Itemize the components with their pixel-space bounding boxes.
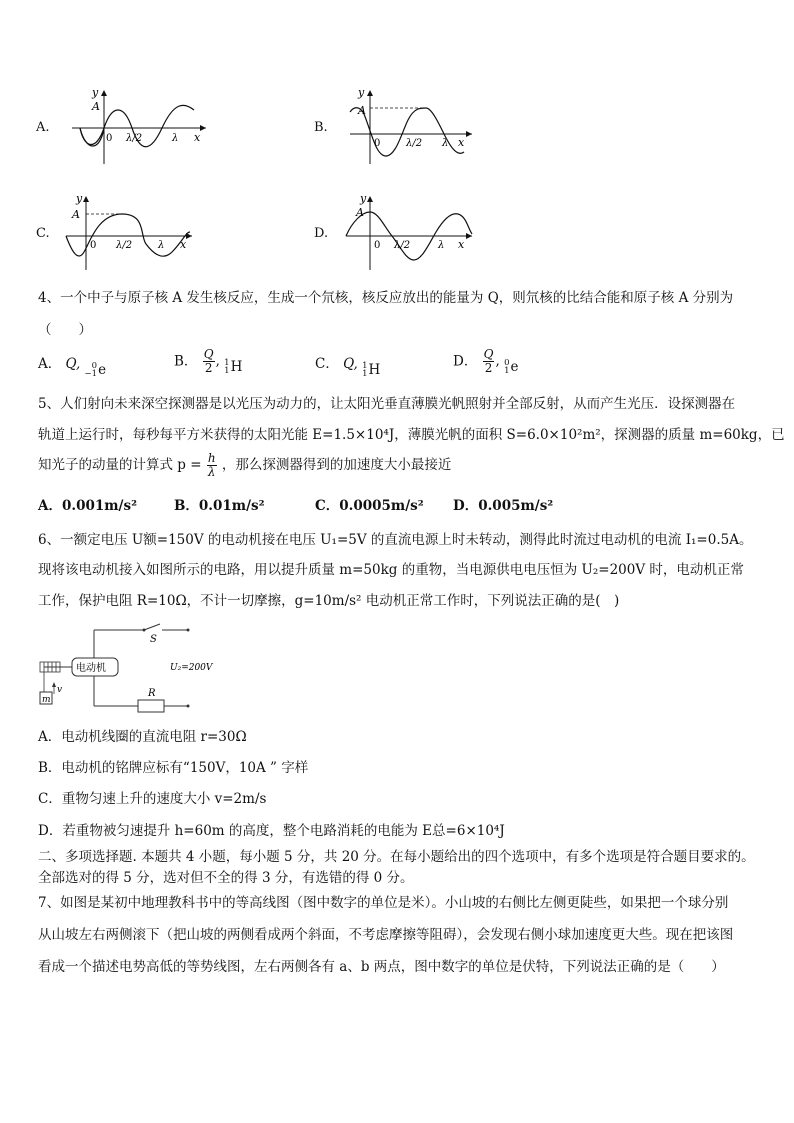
q6-option-c[interactable]: C．重物匀速上升的速度大小 v=2m/s xyxy=(38,791,267,807)
wave-graph-d xyxy=(342,192,492,272)
svg-text:λ/2: λ/2 xyxy=(406,138,423,149)
resistor-label: R xyxy=(148,688,156,699)
wave-graph-b xyxy=(344,86,494,166)
mass-label: m xyxy=(42,695,51,705)
svg-text:A: A xyxy=(356,206,364,219)
q4-option-c[interactable]: C． Q, 1 1 H xyxy=(315,356,381,379)
q5-option-c[interactable]: C．0.0005m/s² xyxy=(315,498,424,514)
wave-option-c[interactable] xyxy=(36,192,216,272)
svg-text:λ: λ xyxy=(172,133,179,144)
svg-text:A: A xyxy=(358,104,366,117)
svg-text:x: x xyxy=(458,136,465,149)
motor-label: 电动机 xyxy=(76,663,106,674)
velocity-label: v xyxy=(57,685,63,695)
q5-stem-line1: 5、人们射向未来深空探测器是以光压为动力的，让太阳光垂直薄膜光帆照射并全部反射，从而产生光压．设探测器在 xyxy=(38,396,736,412)
nuclide-symbol: 0 −1 e xyxy=(84,361,107,379)
wave-graph-a xyxy=(66,86,216,166)
q7-stem-line1: 7、如图是某初中地理教科书中的等高线图（图中数字的单位是米）。小山坡的右侧比左侧更陡些，如果把一个球分别 xyxy=(38,895,729,911)
q4-stem-line2: （ ） xyxy=(38,322,92,338)
q6-option-d[interactable]: D．若重物被匀速提升 h=60m 的高度，整个电路消耗的电能为 E总=6×10⁴J xyxy=(38,823,505,839)
svg-text:0: 0 xyxy=(106,133,113,144)
amplitude-label: A xyxy=(92,100,100,113)
svg-text:x: x xyxy=(194,131,201,144)
q6-option-a[interactable]: A．电动机线圈的直流电阻 r=30Ω xyxy=(38,729,247,745)
wave-option-d[interactable] xyxy=(314,192,494,272)
svg-text:0: 0 xyxy=(90,240,97,251)
q5-option-a[interactable]: A．0.001m/s² xyxy=(38,498,137,514)
option-letter: B. xyxy=(314,120,328,135)
q5-option-b[interactable]: B．0.01m/s² xyxy=(174,498,265,514)
svg-text:0: 0 xyxy=(374,138,381,149)
fraction: $\frac{Q}{2}$ xyxy=(203,347,214,375)
fraction: $\frac{Q}{2}$ xyxy=(483,347,494,375)
svg-text:λ: λ xyxy=(442,138,449,149)
svg-text:λ/2: λ/2 xyxy=(116,240,133,251)
nuclide-symbol: 1 1 H xyxy=(224,358,243,376)
wave-option-b[interactable] xyxy=(314,86,494,166)
q5-stem-line2: 轨道上运行时，每秒每平方米获得的太阳光能 E=1.5×10⁴J，薄膜光帆的面积 S=6.0×10²m²，探测器的质量 m=60kg，已 xyxy=(38,427,785,443)
nuclide-symbol: 0 1 e xyxy=(504,358,519,376)
svg-text:y: y xyxy=(76,192,83,205)
nuclide-symbol: 1 1 H xyxy=(362,361,381,379)
svg-text:0: 0 xyxy=(374,240,381,251)
q6-stem-line1: 6、一额定电压 U额=150V 的电动机接在电压 U₁=5V 的直流电源上时未转动，测得此时流过电动机的电流 I₁=0.5A。 xyxy=(38,532,753,548)
svg-text:λ/2: λ/2 xyxy=(394,240,411,251)
motor-circuit-figure xyxy=(38,622,238,718)
svg-text:y: y xyxy=(358,86,365,99)
wave-option-a[interactable] xyxy=(36,86,216,166)
fraction: $\frac{h}{\lambda}$ xyxy=(207,451,216,479)
svg-text:A: A xyxy=(72,208,80,221)
svg-text:λ: λ xyxy=(438,240,445,251)
q4-option-b[interactable]: B． $\frac{Q}{2}$ , 1 1 H xyxy=(174,347,243,376)
wave-graph-c xyxy=(62,192,212,272)
svg-text:λ/2: λ/2 xyxy=(126,133,143,144)
y-axis-label: y xyxy=(92,86,99,99)
section2-line2: 全部选对的得 5 分，选对但不全的得 3 分，有选错的得 0 分。 xyxy=(38,870,414,886)
q5-option-d[interactable]: D．0.005m/s² xyxy=(453,498,554,514)
q7-stem-line2: 从山坡左右两侧滚下（把山坡的两侧看成两个斜面，不考虑摩擦等阻碍），会发现右侧小球加速度更大些。现在把该图 xyxy=(38,927,734,943)
q5-stem-line3: 知光子的动量的计算式 p = $\frac{h}{\lambda}$ ，那么探测器得到的加速度大小最接近 xyxy=(38,451,452,479)
q7-stem-line3: 看成一个描述电势高低的等势线图，左右两侧各有 a、b 两点，图中数字的单位是伏特，下列说法正确的是（ ） xyxy=(38,959,725,975)
voltage-label: U₂=200V xyxy=(170,663,213,673)
section2-line1: 二、多项选择题. 本题共 4 小题，每小题 5 分，共 20 分。在每小题给出的四个选项中，有多个选项是符合题目要求的。 xyxy=(38,849,755,865)
q6-stem-line2: 现将该电动机接入如图所示的电路，用以提升质量 m=50kg 的重物，当电源供电电压恒为 U₂=200V 时，电动机正常 xyxy=(38,562,744,578)
option-letter: C. xyxy=(36,226,50,241)
svg-text:λ: λ xyxy=(158,240,165,251)
q6-option-b[interactable]: B．电动机的铭牌应标有“150V，10A ” 字样 xyxy=(38,760,309,776)
svg-text:x: x xyxy=(458,238,465,251)
option-letter: A. xyxy=(36,120,50,135)
q6-stem-line3: 工作，保护电阻 R=10Ω，不计一切摩擦，g=10m/s² 电动机正常工作时，下列说法正确的是( ) xyxy=(38,593,620,609)
q4-stem-line1: 4、一个中子与原子核 A 发生核反应，生成一个氘核，核反应放出的能量为 Q，则氘核的比结合能和原子核 A 分别为 xyxy=(38,290,734,306)
svg-text:x: x xyxy=(180,238,187,251)
switch-label: S xyxy=(150,634,157,645)
svg-text:y: y xyxy=(360,192,367,205)
q4-option-a[interactable]: A． Q, 0 −1 e xyxy=(38,356,107,379)
option-letter: D. xyxy=(314,226,329,241)
q4-option-d[interactable]: D． $\frac{Q}{2}$ , 0 1 e xyxy=(453,347,519,376)
